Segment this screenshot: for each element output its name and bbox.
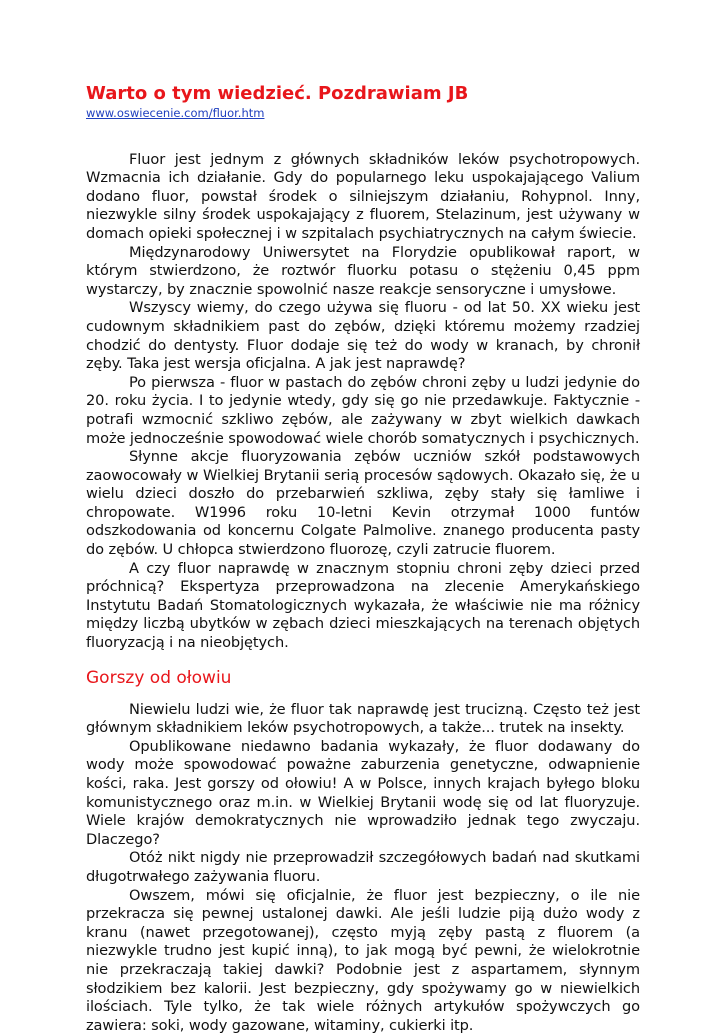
section-gorszy-od-olowiu (86, 667, 640, 1035)
paragraph: Wszyscy wiemy, do czego używa się fluoru - od lat 50. XX wieku jest cudownym składnikiem past do zębów, dzięki któremu możemy rzadziej chodzić do dentysty. Fluor dodaje się też do wody w kranach, by chronił zęby. Taka jest wersja oficjalna. A jak jest naprawdę? (86, 299, 640, 373)
section-heading: Gorszy od ołowiu (86, 667, 232, 688)
paragraph: Owszem, mówi się oficjalnie, że fluor jest bezpieczny, o ile nie przekracza się pewnej ustalonej dawki. Ale jeśli ludzie piją dużo wody z kranu (nawet przegotowanej), często myją zęby pastą z fluorem (a niezwykle trudno jest kupić inną), to jak mogą być pewni, że wielokrotnie nie przekraczają takiej dawki? Podobnie jest z aspartamem, słynnym słodzikiem bez kalorii. Jest bezpieczny, gdy spożywamy go w niewielkich ilościach. Tyle tylko, że tak wiele różnych artykułów spożywczych go zawiera: soki, wody gazowane, witaminy, cukierki itp. (86, 886, 640, 1034)
document-page (86, 84, 640, 1035)
paragraph: A czy fluor naprawdę w znacznym stopniu chroni zęby dzieci przed próchnicą? Ekspertyza przeprowadzona na zlecenie Amerykańskiego Instytutu Badań Stomatologicznych wykazała, że właściwie nie ma różnicy między liczbą ubytków w zębach dzieci mieszkających na terenach objętych fluoryzacją i na nieobjętych. (86, 559, 640, 652)
paragraph: Fluor jest jednym z głównych składników leków psychotropowych. Wzmacnia ich działanie. Gdy do popularnego leku uspokajającego Valium dodano fluor, powstał środek o silniejszym działaniu, Rohypnol. Inny, niezwykle silny środek uspokajający z fluorem, Stelazinum, jest używany w domach opieki społecznej i w szpitalach psychiatrycznych na całym świecie. (86, 150, 640, 242)
paragraph: Opublikowane niedawno badania wykazały, że fluor dodawany do wody może spowodować poważne zaburzenia genetyczne, odwapnienie kości, raka. Jest gorszy od ołowiu! A w Polsce, innych krajach byłego bloku komunistycznego oraz m.in. w Wielkiej Brytanii wodę się od lat fluoryzuje. Wiele krajów demokratycznych nie wprowadziło jednak tego zwyczaju. Dlaczego? (86, 737, 640, 848)
paragraph: Otóż nikt nigdy nie przeprowadził szczegółowych badań nad skutkami długotrwałego zażywania fluoru. (86, 849, 640, 885)
source-link[interactable]: www.oswiecenie.com/fluor.htm (86, 106, 265, 120)
paragraph: Międzynarodowy Uniwersytet na Florydzie opublikował raport, w którym stwierdzono, że roztwór fluorku potasu o stężeniu 0,45 ppm wystarczy, by znacznie spowolnić nasze reakcje sensoryczne i umysłowe. (86, 243, 640, 298)
paragraph: Niewielu ludzi wie, że fluor tak naprawdę jest trucizną. Często też jest głównym składnikiem leków psychotropowych, a także... trutek na insekty. (86, 700, 640, 737)
section-intro (86, 151, 640, 653)
document-title: Warto o tym wiedzieć. Pozdrawiam JB (86, 83, 469, 104)
paragraph: Słynne akcje fluoryzowania zębów uczniów szkół podstawowych zaowocowały w Wielkiej Brytanii serią procesów sądowych. Okazało się, że u wielu dzieci doszło do przebarwień szkliwa, zęby stały się łamliwe i chropowate. W1996 roku 10-letni Kevin otrzymał 1000 funtów odszkodowania od koncernu Colgate Palmolive. znanego producenta pasty do zębów. U chłopca stwierdzono fluorozę, czyli zatrucie fluorem. (86, 448, 640, 559)
paragraph: Po pierwsza - fluor w pastach do zębów chroni zęby u ludzi jedynie do 20. roku życia. I to jedynie wtedy, gdy się go nie przedawkuje. Faktycznie - potrafi wzmocnić szkliwo zębów, ale zażywany w zbyt wielkich dawkach może jednocześnie spowodować wiele chorób somatycznych i psychicznych. (86, 373, 640, 447)
